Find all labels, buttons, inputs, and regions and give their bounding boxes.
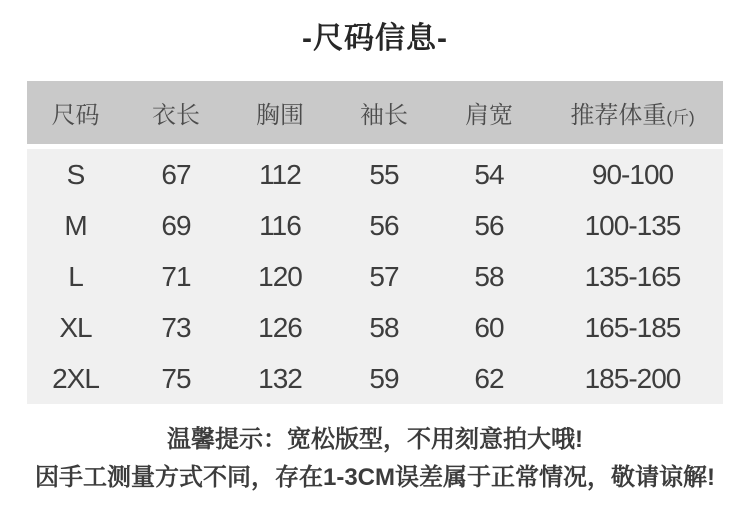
cell-sleeve-length: 59: [332, 353, 436, 404]
cell-shoulder-width: 62: [436, 353, 542, 404]
cell-sleeve-length: 57: [332, 251, 436, 302]
col-header-bust: 胸围: [228, 81, 332, 147]
cell-size: M: [27, 200, 124, 251]
cell-recommended-weight: 90-100: [542, 147, 723, 201]
weight-header-label: 推荐体重: [570, 102, 667, 129]
col-header-size: 尺码: [27, 81, 124, 147]
size-table: [27, 81, 723, 404]
cell-shoulder-width: 58: [436, 251, 542, 302]
col-header-recommended-weight: [542, 81, 723, 147]
cell-size: XL: [27, 302, 124, 353]
table-row-2xl: [27, 353, 723, 404]
note-friendly-tip: 温馨提示：宽松版型，不用刻意拍大哦!: [167, 426, 583, 453]
cell-bust: 116: [228, 200, 332, 251]
cell-recommended-weight: 100-135: [542, 200, 723, 251]
cell-recommended-weight: 135-165: [542, 251, 723, 302]
note-measurement-disclaimer: 因手工测量方式不同，存在1-3CM误差属于正常情况，敬请谅解!: [34, 464, 715, 491]
cell-sleeve-length: 58: [332, 302, 436, 353]
cell-shoulder-width: 54: [436, 147, 542, 201]
table-row-s: [27, 147, 723, 201]
table-row-l: [27, 251, 723, 302]
table-row-xl: [27, 302, 723, 353]
cell-bust: 120: [228, 251, 332, 302]
cell-size: L: [27, 251, 124, 302]
cell-garment-length: 71: [124, 251, 228, 302]
cell-garment-length: 73: [124, 302, 228, 353]
cell-sleeve-length: 55: [332, 147, 436, 201]
cell-recommended-weight: 185-200: [542, 353, 723, 404]
cell-sleeve-length: 56: [332, 200, 436, 251]
col-header-sleeve-length: 袖长: [332, 81, 436, 147]
table-row-m: [27, 200, 723, 251]
cell-shoulder-width: 60: [436, 302, 542, 353]
cell-bust: 126: [228, 302, 332, 353]
cell-shoulder-width: 56: [436, 200, 542, 251]
cell-bust: 112: [228, 147, 332, 201]
cell-size: 2XL: [27, 353, 124, 404]
col-header-garment-length: 衣长: [124, 81, 228, 147]
cell-garment-length: 67: [124, 147, 228, 201]
cell-bust: 132: [228, 353, 332, 404]
cell-garment-length: 75: [124, 353, 228, 404]
page-title: -尺码信息-: [302, 22, 448, 55]
col-header-shoulder-width: 肩宽: [436, 81, 542, 147]
cell-size: S: [27, 147, 124, 201]
weight-unit-label: (斤): [666, 108, 695, 127]
cell-recommended-weight: 165-185: [542, 302, 723, 353]
cell-garment-length: 69: [124, 200, 228, 251]
table-header-row: [27, 81, 723, 147]
